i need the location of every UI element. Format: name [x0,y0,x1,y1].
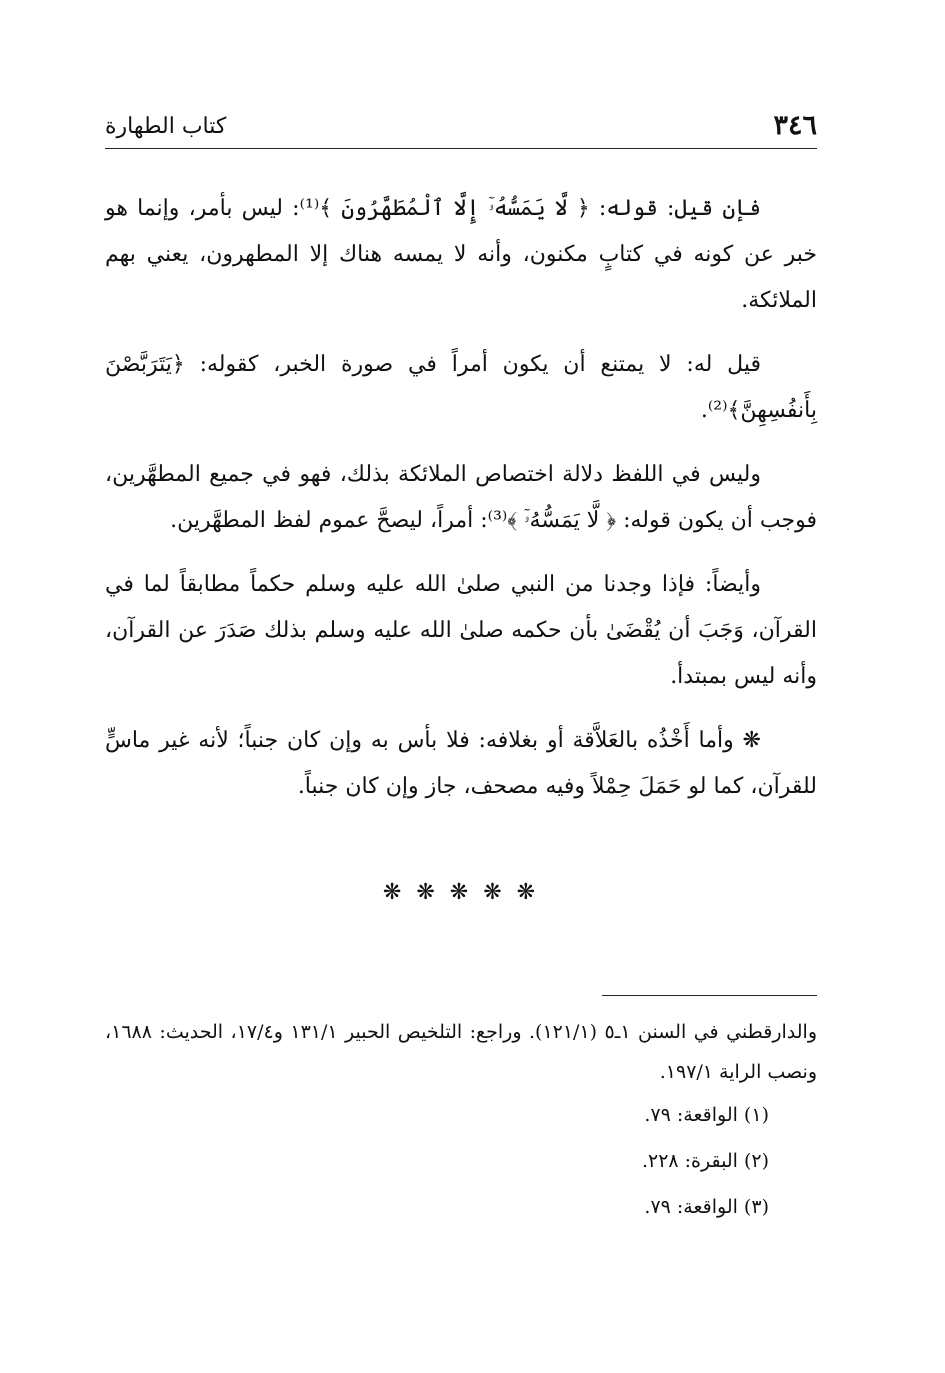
footnote-1: (١) الواقعة: ٧٩. [644,1104,769,1126]
page-number: ٣٤٦ [773,110,817,141]
paragraph-objection: فإن قيل: قوله: ﴿ لَّا يَمَسُّهُۥٓ إِلَّا ٱلْمُطَهَّرُونَ ﴾⁽¹⁾: ليس بأمر، وإنما هو خبر عن كونه في كتابٍ مكنون، وأنه لا يمسه هناك إلا المطهرون، يعني بهم الملائكة. [105,196,817,313]
footnote-3: (٣) الواقعة: ٧٩. [644,1196,769,1218]
book-title: كتاب الطهارة [105,114,227,139]
section-ornament: ❋ ❋ ❋ ❋ ❋ [382,880,540,905]
paragraph-reply: قيل له: لا يمتنع أن يكون أمراً في صورة الخبر، كقوله: ﴿يَتَرَبَّصْنَ بِأَنفُسِهِنَّ﴾⁽²⁾. [105,352,817,423]
footnotes [105,1012,817,1230]
footnote-2: (٢) البقرة: ٢٢٨. [641,1150,769,1172]
footnote-divider [602,995,817,996]
running-header [105,108,817,149]
paragraph-prophet-ruling: وأيضاً: فإذا وجدنا من النبي صلىٰ الله عليه وسلم حكماً مطابقاً لما في القرآن، وَجَبَ أن يُقْضَىٰ بأن حكمه صلىٰ الله عليه وسلم بذلك صَدَرَ عن القرآن، وأنه ليس بمبتدأ. [105,572,817,689]
body-text [105,186,817,810]
footnote-continuation: والدارقطني في السنن ١ـ٥ (١٢١/١). وراجع: التلخيص الحبير ١٣١/١ و١٧/٤، الحديث: ١٦٨٨، ونصب الراية ١٩٧/١. [105,1021,817,1083]
paragraph-generality: وليس في اللفظ دلالة اختصاص الملائكة بذلك، فهو في جميع المطهَّرين، فوجب أن يكون قوله: ﴿ لَّا يَمَسُّهُۥٓ ﴾⁽³⁾: أمراً، ليصحَّ عموم لفظ المطهَّرين. [105,462,817,533]
paragraph-carrying: ❋ وأما أَخْذُه بالعَلاَّقة أو بغلافه: فلا بأس به وإن كان جنباً؛ لأنه غير ماسٍّ للقرآن، كما لو حَمَلَ حِمْلاً وفيه مصحف، جاز وإن كان جنباً. [105,728,817,799]
